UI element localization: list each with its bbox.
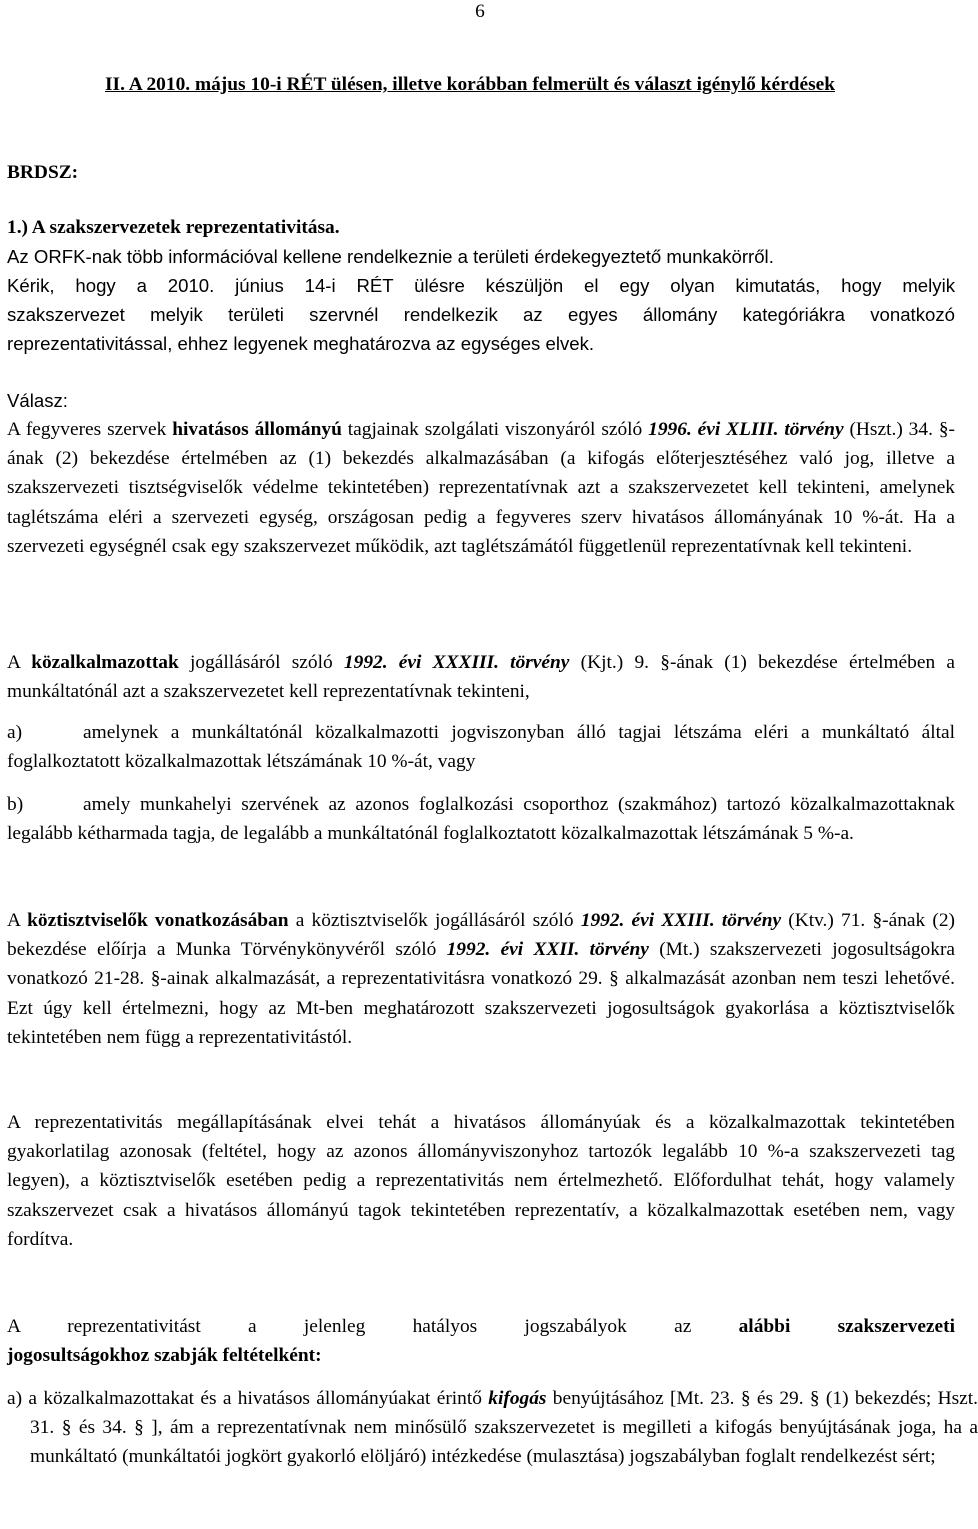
text: A (7, 652, 32, 673)
law-reference: 1992. évi XXII. törvény (446, 939, 649, 961)
text: a közalkalmazottakat és a hivatásos állományúakat érintő (22, 1388, 489, 1409)
page-number: 6 (475, 1, 485, 22)
list-text: amelynek a munkáltatónál közalkalmazotti jogviszonyban álló tagjai létszáma eléri a munkáltató által foglalkoztatott közalkalmazottak létszámának 10 %-át, vagy (7, 722, 955, 773)
org-label: BRDSZ: (7, 162, 79, 183)
law-reference: 1992. évi XXXIII. törvény (343, 652, 570, 673)
paragraph-principles: A reprezentativitás megállapításának elvei tehát a hivatásos állományúak és a közalkalmazottak tekintetében gyakorlatilag azonosak (feltétel, hogy az azonos állományviszonyhoz tartozók legalább 10 %-a szakszervezeti tag legyen), a köztisztviselők esetében pedig a reprezentativitás nem értelmezhető. Előfordulhat tehát, hogy valamely szakszervezet csak a hivatásos állományú tagok tekintetében reprezentatív, a közalkalmazottak esetében nem, vagy fordítva. (7, 1112, 955, 1250)
emphasis: közalkalmazottak (31, 652, 179, 673)
text: jogállásáról szóló (178, 652, 344, 673)
question-line-1: Az ORFK-nak több információval kellene rendelkeznie a területi érdekegyeztető munkakörről. (7, 246, 774, 267)
text: (Kjt.) 9. (569, 652, 661, 673)
section-title: II. A 2010. május 10-i RÉT ülésen, illetve korábban felmerült és választ igénylő kérdések (104, 74, 836, 95)
text: -ának (2) bekezdése értelmében az (1) bekezdés alkalmazásában (a kifogás előterjesztéséhez való jog, illetve a szakszervezeti tisztségviselők védelme tekintetében) reprezentatívnak azt a szakszervezetet kell tekinteni, amelynek taglétszáma eléri a szervezeti egység, országosan pedig a fegyveres szerv hivatásos állományának 10 %-át. Ha a szervezeti egységnél csak egy szakszervezet működik, azt taglétszámától függetlenül reprezentatívnak kell tekinteni. (7, 419, 955, 557)
text: benyújtásához [Mt. 23. (546, 1388, 741, 1409)
question-line-2: Kérik, hogy a 2010. június 14-i RÉT ülésre készüljön el egy olyan kimutatás, hogy melyik (7, 275, 955, 296)
list-marker: b) (7, 794, 24, 815)
emphasis: hivatásos állományú (172, 419, 342, 440)
section-sign: § (938, 419, 949, 440)
law-reference: 1992. évi XXIII. törvény (580, 910, 782, 931)
item-heading: 1.) A szakszervezetek reprezentativitása. (7, 217, 340, 238)
text: (Ktv.) 71. (781, 910, 873, 931)
section-sign: § (150, 968, 161, 990)
text: -ának (1) bekezdése értelmében a munkáltatónál azt a szakszervezetet kell reprezentatívnak tekinteni, (7, 652, 956, 703)
paragraph-conditions-line-1 (7, 1312, 955, 1341)
text: alkalmazását azonban nem teszi lehetővé. Ezt úgy kell értelmezni, hogy az Mt-ben meghatározott szakszervezeti jogosultságok gyakorlása a köztisztviselők tekintetében nem függ a reprezentativitástól. (7, 968, 955, 1048)
law-reference: 1996. évi XLIII. törvény (648, 419, 844, 440)
emphasis: köztisztviselők vonatkozásában (27, 910, 289, 931)
list-marker: a) (7, 1388, 23, 1409)
text: -ának (2) bekezdése előírja a Munka Törvénykönyvéről szóló (7, 910, 956, 961)
section-sign: § (609, 968, 619, 990)
list-marker: a) (7, 722, 23, 743)
text: tagjainak szolgálati viszonyáról szóló (341, 419, 649, 440)
paragraph-kjt (7, 648, 955, 706)
section-sign: § (809, 1388, 820, 1409)
text: és 29. (750, 1388, 810, 1409)
answer-label: Válasz: (7, 390, 68, 411)
emphasis: alábbi szakszervezeti (738, 1316, 955, 1337)
text: a köztisztviselők jogállásáról szóló (288, 910, 581, 931)
paragraph-hszt (7, 415, 955, 561)
list-text: amely munkahelyi szervének az azonos foglalkozási csoporthoz (szakmához) tartozó közalkalmazottaknak legalább kétharmada tagja, de legalább a munkáltatónál foglalkoztatott közalkalmazottak létszámának 5 %-a. (7, 794, 955, 845)
list-item-b (7, 790, 955, 848)
section-sign: § (660, 652, 670, 673)
text: (1) bekezdés; Hszt. 31. (30, 1388, 978, 1439)
emphasis: kifogás (488, 1388, 547, 1409)
text: -ainak alkalmazását, a reprezentativitásra vonatkozó 29. (160, 968, 610, 990)
section-sign: § (61, 1417, 72, 1439)
section-sign: § (872, 910, 883, 931)
text: A reprezentativitást a jelenleg hatályos jogszabályok az (7, 1316, 739, 1337)
list-item-a (7, 718, 955, 776)
section-sign: § (134, 1417, 144, 1439)
list2-item-a (7, 1384, 978, 1472)
text: és 34. (71, 1417, 135, 1439)
paragraph-ktv (7, 906, 955, 1052)
text: (Mt.) szakszervezeti jogosultságokra vonatkozó 21-28. (7, 939, 956, 990)
text: ], ám a reprezentatívnak nem minősülő szakszervezetet is megilleti a kifogás benyújtásának joga, ha a munkáltató (munkáltatói jogkört gyakorló elöljáró) intézkedése (mulasztása) jogszabályban foglalt rendelkezést sért; (30, 1417, 978, 1468)
question-line-4: reprezentativitással, ehhez legyenek meghatározva az egységes elvek. (7, 333, 595, 354)
question-line-3: szakszervezet melyik területi szervnél rendelkezik az egyes állomány kategóriákra vonatkozó (7, 304, 955, 325)
text: A (7, 910, 28, 931)
paragraph-conditions-line-2: jogosultságokhoz szabják feltételként: (7, 1345, 322, 1366)
text: A fegyveres szervek (7, 419, 173, 440)
section-sign: § (740, 1388, 751, 1409)
text: (Hszt.) 34. (843, 419, 939, 440)
